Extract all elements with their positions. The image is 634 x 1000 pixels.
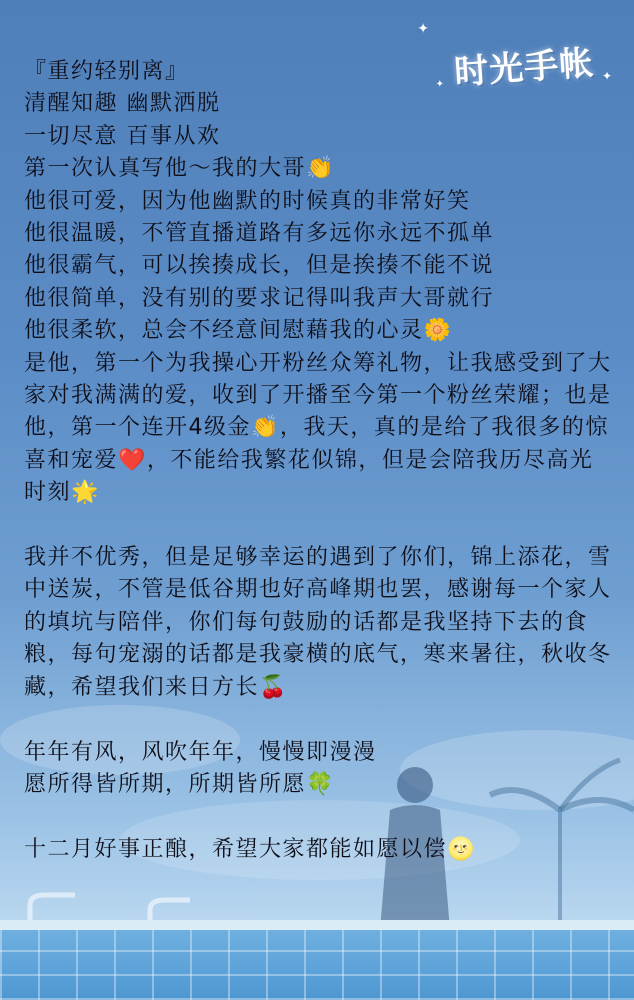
note-line: 一切尽意 百事从欢 — [24, 123, 221, 149]
note-line: 清醒知趣 幽默洒脱 — [24, 91, 221, 117]
spacer — [24, 510, 612, 542]
verse-line: 愿所得皆所期，所期皆所愿🍀 — [24, 771, 335, 797]
sparkle-icon: ✦ — [417, 21, 429, 37]
pool-tiles — [0, 930, 634, 1000]
note-line: 第一次认真写他～我的大哥👏 — [24, 156, 335, 182]
note-line: 他很霸气，可以挨揍成长，但是挨揍不能不说 — [24, 253, 495, 279]
note-line: 他很温暖，不管直播道路有多远你永远不孤单 — [24, 221, 495, 247]
spacer — [24, 704, 612, 736]
logo-text: 时光手帐 — [453, 43, 596, 93]
closing-line: 十二月好事正酿，希望大家都能如愿以偿🌝 — [24, 836, 476, 862]
note-line: 他很简单，没有别的要求记得叫我声大哥就行 — [24, 285, 495, 311]
note-text — [24, 56, 612, 866]
note-paragraph: 我并不优秀，但是足够幸运的遇到了你们，锦上添花，雪中送炭，不管是低谷期也好高峰期也罢，感谢每一个家人的填坑与陪伴，你们每句鼓励的话都是我坚持下去的食粮，每句宠溺的话都是我豪横的底气，寒来暑往，秋收冬藏，希望我们来日方长🍒 — [24, 545, 612, 700]
note-paragraph: 是他，第一个为我操心开粉丝众筹礼物，让我感受到了大家对我满满的爱，收到了开播至今第一个粉丝荣耀；也是他，第一个连开4级金👏，我天，真的是给了我很多的惊喜和宠爱❤️，不能给我繁花似锦，但是会陪我历尽高光时刻🌟 — [24, 350, 612, 506]
sparkle-icon: ✦ — [435, 79, 444, 90]
spacer — [24, 801, 612, 833]
note-title: 『重约轻别离』 — [24, 59, 189, 84]
pool-edge — [0, 920, 634, 930]
note-line: 他很可爱，因为他幽默的时候真的非常好笑 — [24, 188, 471, 214]
verse-line: 年年有风，风吹年年，慢慢即漫漫 — [24, 739, 377, 765]
sparkle-icon: ✦ — [601, 69, 612, 83]
note-line: 他很柔软，总会不经意间慰藉我的心灵🌼 — [24, 318, 453, 344]
